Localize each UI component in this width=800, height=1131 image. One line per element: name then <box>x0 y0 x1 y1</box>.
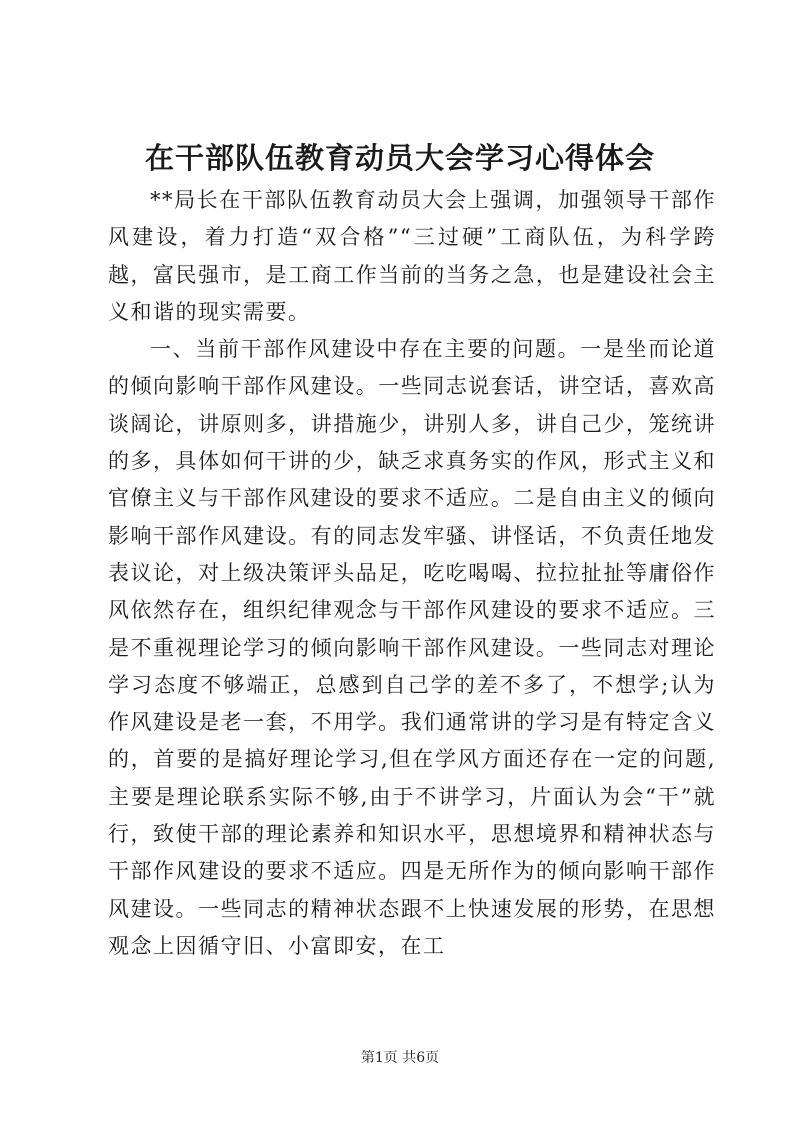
page-footer <box>0 1048 800 1068</box>
document-body <box>108 182 716 965</box>
page-number-label: 第1页 共6页 <box>360 1050 440 1066</box>
paragraph-intro: **局长在干部队伍教育动员大会上强调，加强领导干部作风建设，着力打造“双合格”“三过硬”工商队伍，为科学跨越，富民强市，是工商工作当前的当务之急，也是建设社会主义和谐的现实需要。 <box>108 188 716 324</box>
paragraph-problems: 一、当前干部作风建设中存在主要的问题。一是坐而论道的倾向影响干部作风建设。一些同志说套话，讲空话，喜欢高谈阔论，讲原则多，讲措施少，讲别人多，讲自己少，笼统讲的多，具体如何干讲的少，缺乏求真务实的作风，形式主义和官僚主义与干部作风建设的要求不适应。二是自由主义的倾向影响干部作风建设。有的同志发牢骚、讲怪话，不负责任地发表议论，对上级决策评头品足，吃吃喝喝、拉拉扯扯等庸俗作风依然存在，组织纪律观念与干部作风建设的要求不适应。三是不重视理论学习的倾向影响干部作风建设。一些同志对理论学习态度不够端正，总感到自己学的差不多了，不想学;认为作风建设是老一套，不用学。我们通常讲的学习是有特定含义的，首要的是搞好理论学习,但在学风方面还存在一定的问题,主要是理论联系实际不够,由于不讲学习，片面认为会“干”就行，致使干部的理论素养和知识水平，思想境界和精神状态与干部作风建设的要求不适应。四是无所作为的倾向影响干部作风建设。一些同志的精神状态跟不上快速发展的形势，在思想观念上因循守旧、小富即安，在工 <box>108 337 716 958</box>
document-title: 在干部队伍教育动员大会学习心得体会 <box>144 141 655 175</box>
